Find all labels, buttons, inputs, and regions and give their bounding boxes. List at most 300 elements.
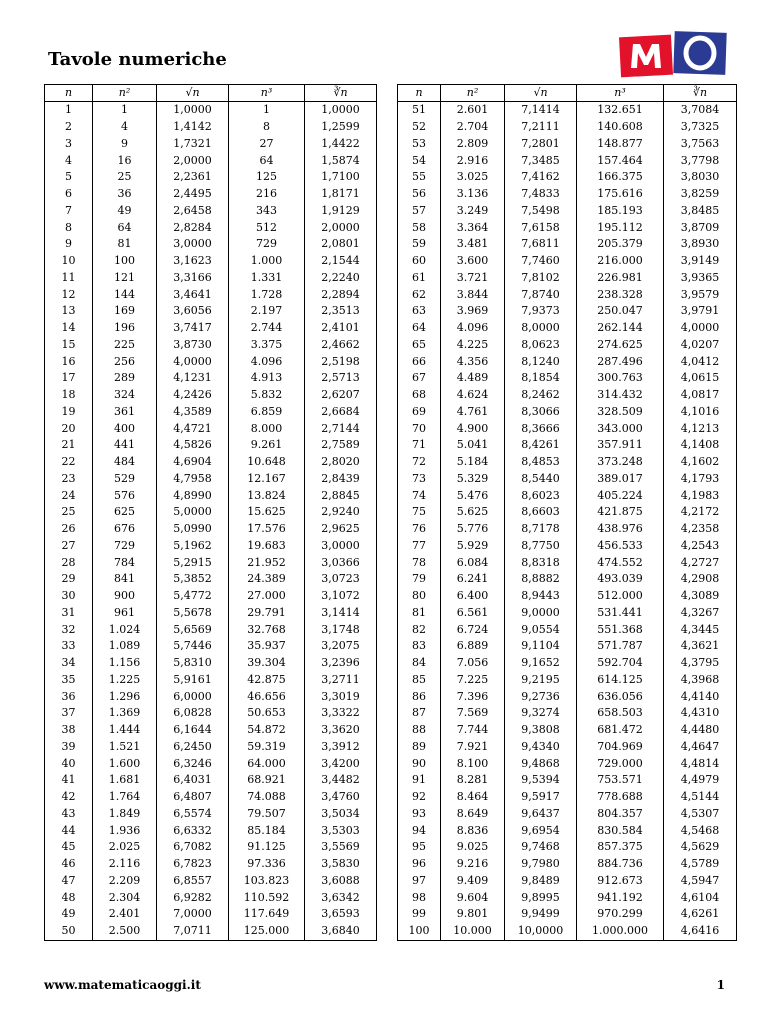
cell-sqrt: 5,7446 — [157, 638, 229, 655]
cell-sqrt: 9,1104 — [505, 638, 577, 655]
cell-cbrt: 3,9365 — [664, 270, 737, 287]
cell-n: 3 — [45, 136, 93, 153]
table-row — [398, 102, 737, 119]
cell-n-cubed: 195.112 — [577, 219, 664, 236]
table-row — [45, 337, 377, 354]
cell-cbrt: 2,3513 — [305, 303, 377, 320]
table-row — [398, 487, 737, 504]
cell-cbrt: 4,0412 — [664, 353, 737, 370]
cell-n-squared: 4.356 — [441, 353, 505, 370]
cell-n: 25 — [45, 504, 93, 521]
cell-n: 8 — [45, 219, 93, 236]
cell-cbrt: 4,3089 — [664, 588, 737, 605]
cell-cbrt: 3,8930 — [664, 236, 737, 253]
cell-cbrt: 4,2543 — [664, 538, 737, 555]
cell-n-cubed: 24.389 — [229, 571, 305, 588]
cell-sqrt: 7,8102 — [505, 270, 577, 287]
cell-cbrt: 2,8845 — [305, 487, 377, 504]
cell-cbrt: 2,5713 — [305, 370, 377, 387]
table-row — [45, 688, 377, 705]
cell-cbrt: 4,5947 — [664, 873, 737, 890]
cell-n-squared: 1.024 — [93, 621, 157, 638]
cell-n-cubed: 681.472 — [577, 722, 664, 739]
cell-sqrt: 7,0711 — [157, 923, 229, 940]
cell-n: 55 — [398, 169, 441, 186]
cell-n-cubed: 125 — [229, 169, 305, 186]
cell-n-cubed: 778.688 — [577, 789, 664, 806]
cell-sqrt: 5,0990 — [157, 521, 229, 538]
cell-n: 74 — [398, 487, 441, 504]
cell-n: 71 — [398, 437, 441, 454]
cell-sqrt: 9,8489 — [505, 873, 577, 890]
cell-cbrt: 4,2727 — [664, 554, 737, 571]
cell-n-squared: 5.184 — [441, 454, 505, 471]
cell-n-cubed: 571.787 — [577, 638, 664, 655]
cell-cbrt: 4,1983 — [664, 487, 737, 504]
cell-cbrt: 4,2908 — [664, 571, 737, 588]
cell-sqrt: 8,0623 — [505, 337, 577, 354]
cell-n: 43 — [45, 806, 93, 823]
cell-n-cubed: 405.224 — [577, 487, 664, 504]
cell-cbrt: 3,3620 — [305, 722, 377, 739]
table-row — [398, 621, 737, 638]
cell-n: 1 — [45, 102, 93, 119]
cell-n-cubed: 343.000 — [577, 420, 664, 437]
cell-n-squared: 4.761 — [441, 404, 505, 421]
cell-n-squared: 196 — [93, 320, 157, 337]
cell-cbrt: 3,3912 — [305, 739, 377, 756]
cell-n: 45 — [45, 839, 93, 856]
cell-n: 41 — [45, 772, 93, 789]
cell-n-cubed: 64 — [229, 152, 305, 169]
cell-n: 53 — [398, 136, 441, 153]
cell-n-cubed: 4.096 — [229, 353, 305, 370]
cell-sqrt: 7,9373 — [505, 303, 577, 320]
cell-n-squared: 7.921 — [441, 739, 505, 756]
cell-n-squared: 1.156 — [93, 655, 157, 672]
cell-cbrt: 3,5034 — [305, 806, 377, 823]
table-row — [398, 471, 737, 488]
cell-n-squared: 1.444 — [93, 722, 157, 739]
cell-n: 22 — [45, 454, 93, 471]
cell-n-squared: 2.025 — [93, 839, 157, 856]
cell-sqrt: 5,0000 — [157, 504, 229, 521]
cell-sqrt: 7,4162 — [505, 169, 577, 186]
cell-n: 85 — [398, 672, 441, 689]
cell-n-cubed: 132.651 — [577, 102, 664, 119]
cell-sqrt: 9,0000 — [505, 605, 577, 622]
cell-sqrt: 5,4772 — [157, 588, 229, 605]
cell-n-cubed: 117.649 — [229, 906, 305, 923]
cell-n-cubed: 157.464 — [577, 152, 664, 169]
table-row — [398, 571, 737, 588]
numeric-table-right — [397, 84, 737, 941]
cell-cbrt: 2,6684 — [305, 404, 377, 421]
cell-sqrt: 2,2361 — [157, 169, 229, 186]
cell-n-cubed: 373.248 — [577, 454, 664, 471]
cell-sqrt: 7,3485 — [505, 152, 577, 169]
cell-sqrt: 4,0000 — [157, 353, 229, 370]
cell-n-cubed: 21.952 — [229, 554, 305, 571]
cell-n: 38 — [45, 722, 93, 739]
cell-sqrt: 8,1854 — [505, 370, 577, 387]
cell-n: 66 — [398, 353, 441, 370]
cell-cbrt: 3,8259 — [664, 186, 737, 203]
cell-sqrt: 9,2736 — [505, 688, 577, 705]
cell-n-squared: 144 — [93, 286, 157, 303]
cell-n-squared: 9.801 — [441, 906, 505, 923]
cell-n-squared: 3.136 — [441, 186, 505, 203]
cell-sqrt: 1,7321 — [157, 136, 229, 153]
table-row — [45, 219, 377, 236]
cell-n-squared: 1.849 — [93, 806, 157, 823]
cell-n-squared: 9.604 — [441, 889, 505, 906]
cell-n-squared: 1.936 — [93, 822, 157, 839]
cell-n-squared: 2.916 — [441, 152, 505, 169]
table-row — [398, 554, 737, 571]
cell-sqrt: 5,6569 — [157, 621, 229, 638]
cell-n: 78 — [398, 554, 441, 571]
cell-cbrt: 4,6416 — [664, 923, 737, 940]
cell-n-squared: 8.281 — [441, 772, 505, 789]
cell-cbrt: 2,6207 — [305, 387, 377, 404]
header-sqrt: √n — [505, 85, 577, 102]
cell-n: 73 — [398, 471, 441, 488]
cell-n: 18 — [45, 387, 93, 404]
cell-cbrt: 3,8030 — [664, 169, 737, 186]
table-row — [398, 806, 737, 823]
cell-n: 51 — [398, 102, 441, 119]
table-row — [45, 722, 377, 739]
table-row — [45, 839, 377, 856]
cell-n: 87 — [398, 705, 441, 722]
cell-n-cubed: 314.432 — [577, 387, 664, 404]
table-row — [398, 136, 737, 153]
cell-n: 62 — [398, 286, 441, 303]
table-row — [45, 822, 377, 839]
cell-n-cubed: 592.704 — [577, 655, 664, 672]
cell-n-cubed: 205.379 — [577, 236, 664, 253]
table-row — [398, 236, 737, 253]
table-row — [398, 672, 737, 689]
cell-n-cubed: 970.299 — [577, 906, 664, 923]
cell-n: 100 — [398, 923, 441, 940]
cell-n-squared: 1 — [93, 102, 157, 119]
cell-sqrt: 8,0000 — [505, 320, 577, 337]
cell-n-squared: 5.929 — [441, 538, 505, 555]
cell-n-squared: 1.764 — [93, 789, 157, 806]
cell-sqrt: 4,7958 — [157, 471, 229, 488]
cell-n-cubed: 125.000 — [229, 923, 305, 940]
cell-cbrt: 4,3445 — [664, 621, 737, 638]
cell-sqrt: 8,6023 — [505, 487, 577, 504]
cell-sqrt: 9,1652 — [505, 655, 577, 672]
cell-n-cubed: 912.673 — [577, 873, 664, 890]
cell-n: 75 — [398, 504, 441, 521]
cell-n: 6 — [45, 186, 93, 203]
cell-n: 59 — [398, 236, 441, 253]
cell-n-cubed: 226.981 — [577, 270, 664, 287]
cell-n-cubed: 216 — [229, 186, 305, 203]
cell-cbrt: 2,2894 — [305, 286, 377, 303]
cell-n: 32 — [45, 621, 93, 638]
table-row — [398, 270, 737, 287]
cell-cbrt: 3,6088 — [305, 873, 377, 890]
cell-sqrt: 9,3808 — [505, 722, 577, 739]
cell-n-cubed: 804.357 — [577, 806, 664, 823]
cell-n: 52 — [398, 119, 441, 136]
cell-sqrt: 3,1623 — [157, 253, 229, 270]
cell-n-cubed: 27.000 — [229, 588, 305, 605]
table-row — [398, 906, 737, 923]
table-row — [398, 152, 737, 169]
cell-sqrt: 6,7082 — [157, 839, 229, 856]
cell-cbrt: 4,6104 — [664, 889, 737, 906]
cell-sqrt: 4,8990 — [157, 487, 229, 504]
cell-n-squared: 36 — [93, 186, 157, 203]
table-row — [45, 270, 377, 287]
cell-cbrt: 4,3621 — [664, 638, 737, 655]
cell-n-squared: 256 — [93, 353, 157, 370]
cell-n-squared: 2.809 — [441, 136, 505, 153]
cell-n-squared: 81 — [93, 236, 157, 253]
table-row — [398, 387, 737, 404]
table-row — [398, 538, 737, 555]
cell-cbrt: 3,5303 — [305, 822, 377, 839]
cell-n-cubed: 166.375 — [577, 169, 664, 186]
cell-n-cubed: 175.616 — [577, 186, 664, 203]
cell-n-cubed: 704.969 — [577, 739, 664, 756]
cell-n-cubed: 238.328 — [577, 286, 664, 303]
cell-n: 60 — [398, 253, 441, 270]
cell-sqrt: 8,8882 — [505, 571, 577, 588]
cell-cbrt: 3,8485 — [664, 203, 737, 220]
cell-sqrt: 6,5574 — [157, 806, 229, 823]
table-row — [398, 186, 737, 203]
cell-sqrt: 9,4340 — [505, 739, 577, 756]
cell-cbrt: 3,4200 — [305, 755, 377, 772]
cell-sqrt: 7,2111 — [505, 119, 577, 136]
header-n-cubed: n³ — [577, 85, 664, 102]
cell-n-squared: 841 — [93, 571, 157, 588]
table-row — [45, 789, 377, 806]
cell-n-cubed: 64.000 — [229, 755, 305, 772]
header-n-squared: n² — [93, 85, 157, 102]
cell-cbrt: 3,7325 — [664, 119, 737, 136]
cell-cbrt: 1,5874 — [305, 152, 377, 169]
cell-sqrt: 5,9161 — [157, 672, 229, 689]
cell-n: 65 — [398, 337, 441, 354]
cell-n-squared: 2.209 — [93, 873, 157, 890]
table-row — [45, 504, 377, 521]
cell-sqrt: 9,5394 — [505, 772, 577, 789]
cell-n-squared: 2.704 — [441, 119, 505, 136]
cell-n-cubed: 85.184 — [229, 822, 305, 839]
cell-cbrt: 3,8709 — [664, 219, 737, 236]
table-row — [45, 605, 377, 622]
cell-sqrt: 10,0000 — [505, 923, 577, 940]
cell-n-cubed: 512.000 — [577, 588, 664, 605]
cell-n-squared: 8.649 — [441, 806, 505, 823]
cell-sqrt: 3,7417 — [157, 320, 229, 337]
cell-n: 2 — [45, 119, 93, 136]
cell-n: 67 — [398, 370, 441, 387]
cell-cbrt: 3,0723 — [305, 571, 377, 588]
table-row — [45, 588, 377, 605]
cell-n-cubed: 250.047 — [577, 303, 664, 320]
cell-n-squared: 2.304 — [93, 889, 157, 906]
cell-n: 13 — [45, 303, 93, 320]
cell-sqrt: 9,0554 — [505, 621, 577, 638]
cell-cbrt: 4,4140 — [664, 688, 737, 705]
cell-n-squared: 169 — [93, 303, 157, 320]
table-row — [398, 219, 737, 236]
cell-n-cubed: 29.791 — [229, 605, 305, 622]
cell-sqrt: 1,4142 — [157, 119, 229, 136]
cell-n: 89 — [398, 739, 441, 756]
cell-cbrt: 1,8171 — [305, 186, 377, 203]
cell-cbrt: 4,2172 — [664, 504, 737, 521]
cell-n: 83 — [398, 638, 441, 655]
table-row — [45, 638, 377, 655]
cell-n-squared: 121 — [93, 270, 157, 287]
cell-cbrt: 2,1544 — [305, 253, 377, 270]
table-body-left — [45, 102, 377, 941]
cell-n-squared: 900 — [93, 588, 157, 605]
table-row — [45, 923, 377, 940]
cell-sqrt: 3,4641 — [157, 286, 229, 303]
cell-n-cubed: 74.088 — [229, 789, 305, 806]
cell-cbrt: 4,1213 — [664, 420, 737, 437]
table-row — [398, 705, 737, 722]
cell-sqrt: 8,6603 — [505, 504, 577, 521]
cell-sqrt: 4,3589 — [157, 404, 229, 421]
cell-n-cubed: 110.592 — [229, 889, 305, 906]
cell-n-squared: 16 — [93, 152, 157, 169]
cell-n: 29 — [45, 571, 93, 588]
cell-n-squared: 529 — [93, 471, 157, 488]
cell-sqrt: 6,9282 — [157, 889, 229, 906]
cell-cbrt: 4,4647 — [664, 739, 737, 756]
cell-n-squared: 4.489 — [441, 370, 505, 387]
cell-n: 33 — [45, 638, 93, 655]
table-row — [398, 203, 737, 220]
cell-n-cubed: 2.197 — [229, 303, 305, 320]
table-row — [45, 387, 377, 404]
cell-cbrt: 3,9149 — [664, 253, 737, 270]
cell-cbrt: 4,3267 — [664, 605, 737, 622]
cell-n-squared: 3.025 — [441, 169, 505, 186]
cell-n: 28 — [45, 554, 93, 571]
cell-n-squared: 5.476 — [441, 487, 505, 504]
cell-cbrt: 3,5830 — [305, 856, 377, 873]
cell-n: 15 — [45, 337, 93, 354]
cell-cbrt: 3,6840 — [305, 923, 377, 940]
table-header-row — [398, 85, 737, 102]
cell-sqrt: 6,7823 — [157, 856, 229, 873]
cell-cbrt: 1,2599 — [305, 119, 377, 136]
cell-n-cubed: 438.976 — [577, 521, 664, 538]
cell-sqrt: 8,4853 — [505, 454, 577, 471]
cell-n-cubed: 274.625 — [577, 337, 664, 354]
cell-n-squared: 441 — [93, 437, 157, 454]
cell-cbrt: 3,3322 — [305, 705, 377, 722]
cell-n-cubed: 389.017 — [577, 471, 664, 488]
cell-n-cubed: 216.000 — [577, 253, 664, 270]
cell-n-squared: 5.329 — [441, 471, 505, 488]
cell-n-squared: 7.225 — [441, 672, 505, 689]
cell-cbrt: 2,8439 — [305, 471, 377, 488]
cell-sqrt: 7,2801 — [505, 136, 577, 153]
cell-n-cubed: 300.763 — [577, 370, 664, 387]
cell-n-cubed: 97.336 — [229, 856, 305, 873]
cell-n-squared: 784 — [93, 554, 157, 571]
cell-n-cubed: 4.913 — [229, 370, 305, 387]
cell-n-squared: 1.681 — [93, 772, 157, 789]
cell-n-squared: 400 — [93, 420, 157, 437]
table-row — [398, 454, 737, 471]
table-row — [45, 856, 377, 873]
table-row — [45, 705, 377, 722]
cell-cbrt: 2,9240 — [305, 504, 377, 521]
cell-cbrt: 4,5789 — [664, 856, 737, 873]
cell-n-cubed: 512 — [229, 219, 305, 236]
table-row — [45, 554, 377, 571]
cell-cbrt: 4,5307 — [664, 806, 737, 823]
page-title: Tavole numeriche — [48, 49, 227, 70]
cell-cbrt: 4,0817 — [664, 387, 737, 404]
table-row — [45, 320, 377, 337]
cell-n-squared: 100 — [93, 253, 157, 270]
cell-n-squared: 7.569 — [441, 705, 505, 722]
cell-n-squared: 2.116 — [93, 856, 157, 873]
cell-n-squared: 9 — [93, 136, 157, 153]
table-row — [398, 856, 737, 873]
cell-sqrt: 4,5826 — [157, 437, 229, 454]
cell-n-cubed: 13.824 — [229, 487, 305, 504]
cell-n-squared: 3.481 — [441, 236, 505, 253]
table-row — [45, 404, 377, 421]
cell-cbrt: 3,2396 — [305, 655, 377, 672]
cell-n: 63 — [398, 303, 441, 320]
cell-sqrt: 7,4833 — [505, 186, 577, 203]
cell-cbrt: 3,1072 — [305, 588, 377, 605]
cell-n-cubed: 343 — [229, 203, 305, 220]
cell-n-cubed: 6.859 — [229, 404, 305, 421]
table-row — [45, 621, 377, 638]
table-row — [45, 487, 377, 504]
cell-n-cubed: 9.261 — [229, 437, 305, 454]
cell-n-squared: 6.084 — [441, 554, 505, 571]
table-row — [45, 136, 377, 153]
cell-n-squared: 4.096 — [441, 320, 505, 337]
cell-sqrt: 8,2462 — [505, 387, 577, 404]
cell-n: 54 — [398, 152, 441, 169]
table-row — [398, 822, 737, 839]
cell-n: 58 — [398, 219, 441, 236]
cell-sqrt: 9,4868 — [505, 755, 577, 772]
cell-cbrt: 4,3968 — [664, 672, 737, 689]
cell-n: 76 — [398, 521, 441, 538]
cell-sqrt: 7,1414 — [505, 102, 577, 119]
cell-n-squared: 8.836 — [441, 822, 505, 839]
cell-cbrt: 3,7563 — [664, 136, 737, 153]
cell-n: 48 — [45, 889, 93, 906]
cell-n-squared: 484 — [93, 454, 157, 471]
cell-n-squared: 9.409 — [441, 873, 505, 890]
cell-cbrt: 2,9625 — [305, 521, 377, 538]
cell-n: 40 — [45, 755, 93, 772]
